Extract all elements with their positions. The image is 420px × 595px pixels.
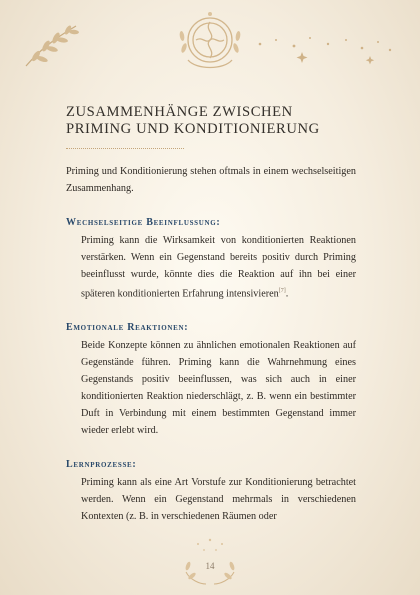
section-body-end: .	[285, 288, 289, 300]
section-body-text: Priming kann die Wirksamkeit von konditionierten Reaktionen verstärken. Wenn ein Gegenstand bereits positiv durch Priming beeinflusst wurde, könnte dies die Reaktion auf ihn bei einer späteren konditionierten Erfahrung intensivieren	[81, 235, 356, 300]
section-emotionale-reaktionen	[66, 321, 356, 439]
section-wechselseitige-beeinflussung	[66, 216, 356, 302]
page-number: 14	[205, 561, 215, 571]
section-body: Priming kann als eine Art Vorstufe zur Konditionierung betrachtet werden. Wenn ein Gegenstand mehrmals in verschiedenen Kontexten (z. B. in verschiedenen Räumen oder	[81, 477, 356, 523]
page-content	[66, 104, 356, 525]
laurel-branch-icon	[18, 14, 88, 74]
section-heading: Wechselseitige Beeinflussung:	[66, 217, 221, 228]
page-title	[66, 104, 356, 138]
section-lernprozesse	[66, 458, 356, 525]
section-heading: Lernprozesse:	[66, 459, 137, 471]
page-title-line-1: ZUSAMMENHÄNGE ZWISCHEN	[66, 104, 293, 120]
sparkle-icon	[250, 30, 400, 70]
title-divider	[66, 148, 184, 149]
section-body	[81, 232, 356, 302]
medallion-icon	[168, 8, 252, 78]
reference-marker[interactable]: [7]	[278, 288, 286, 294]
section-body: Beide Konzepte können zu ähnlichen emotionalen Reaktionen auf Gegenstände führen. Priming kann die Wahrnehmung eines Gegenstands positiv beeinflussen, was sich auch in einer konditionierten Reaktion niederschlägt, z. B. wenn ein bestimmter Duft in Verbindung mit einem bestimmten Gegenstand immer wieder erlebt wird.	[81, 340, 356, 437]
section-heading: Emotionale Reaktionen:	[66, 322, 189, 334]
page-title-line-2: PRIMING UND KONDITIONIERUNG	[66, 121, 320, 137]
intro-paragraph: Priming und Konditionierung stehen oftmals in einem wechselseitigen Zusammenhang.	[66, 166, 356, 194]
